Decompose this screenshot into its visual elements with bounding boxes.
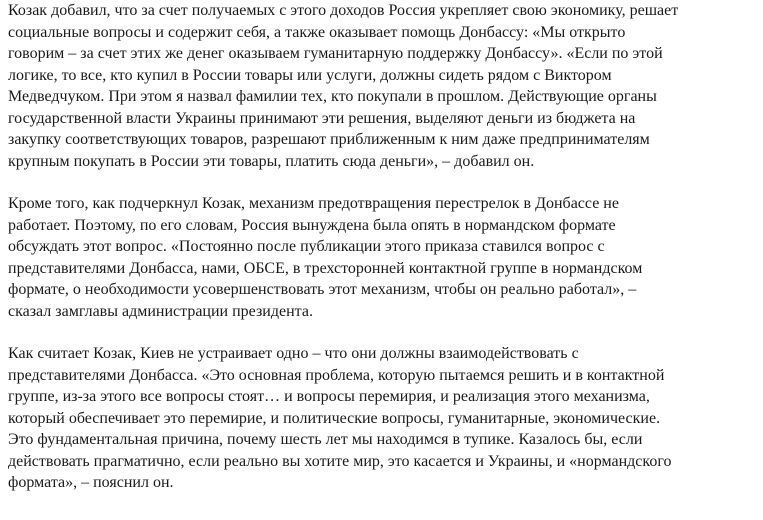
paragraph-kozak-economy <box>8 0 758 172</box>
text-line: логике, то все, кто купил в России товары или услуги, должны сидеть рядом с Виктором <box>8 66 612 84</box>
text-line: сказал замглавы администрации президента. <box>8 302 313 320</box>
text-line: закупку соответствующих товаров, разрешают приближенным к ним даже предпринимателям <box>8 131 650 148</box>
text-line: Как считает Козак, Киев не устраивает одно – что они должны взаимодействовать с <box>8 345 579 362</box>
paragraph-ceasefire-mechanism <box>8 193 758 322</box>
text-line: Кроме того, как подчеркнул Козак, механизм предотвращения перестрелок в Донбассе не <box>8 195 619 212</box>
text-line: Медведчуком. При этом я назвал фамилии тех, кто покупали в прошлом. Действующие органы <box>8 88 657 105</box>
text-line: говорим – за счет этих же денег оказываем гуманитарную поддержку Донбассу». «Если по этой <box>8 45 663 62</box>
article-body <box>8 0 758 494</box>
text-line: государственной власти Украины принимают эти решения, выделяют деньги из бюджета на <box>8 109 636 127</box>
text-line: группе, из-за этого все вопросы стоят… и вопросы перемирия, и реализация этого механизма, <box>8 388 650 405</box>
text-line: обсуждать этот вопрос. «Постоянно после публикации этого приказа ставился вопрос с <box>8 238 605 255</box>
text-line: крупным покупать в России эти товары, платить сюда деньги», – добавил он. <box>8 152 535 170</box>
paragraph-kyiv-dialogue <box>8 343 758 494</box>
text-line: Козак добавил, что за счет получаемых с этого доходов Россия укрепляет свою экономику, решает <box>8 2 679 19</box>
text-line: формате, о необходимости усовершенствовать этот механизм, чтобы он реально работал», – <box>8 281 637 298</box>
text-line: социальные вопросы и содержит себя, а также оказывает помощь Донбассу: «Мы открыто <box>8 23 626 41</box>
text-line: работает. Поэтому, по его словам, Россия вынуждена была опять в нормандском формате <box>8 216 616 234</box>
text-line: который обеспечивает это перемирие, и политические вопросы, гуманитарные, экономические. <box>8 409 661 427</box>
text-line: формата», – пояснил он. <box>8 474 174 491</box>
text-line: Это фундаментальная причина, почему шесть лет мы находимся в тупике. Казалось бы, если <box>8 431 643 448</box>
text-line: представителями Донбасса. «Это основная проблема, которую пытаемся решить и в контактной <box>8 366 665 384</box>
text-line: действовать прагматично, если реально вы хотите мир, это касается и Украины, и «нормандского <box>8 452 672 470</box>
text-line: представителями Донбасса, нами, ОБСЕ, в трехсторонней контактной группе в нормандском <box>8 259 643 277</box>
